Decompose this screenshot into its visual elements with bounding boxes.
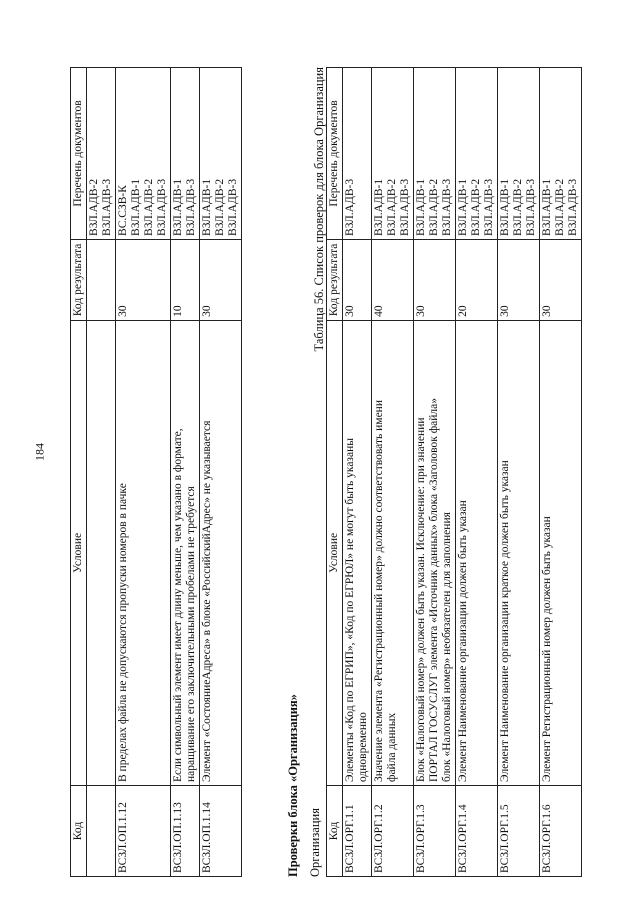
condition-line: ПОРТАЛ ГОСУСЛУГ элемента «Источник данных» блока «Заголовок файла» [428, 398, 440, 782]
header-documents: Перечень документов [71, 68, 87, 240]
condition-line: наращивание его заключительными пробелами не требуется [185, 486, 197, 782]
document-item: ВЗЛ.АДВ-2 [214, 178, 226, 236]
row-condition [414, 320, 456, 785]
document-item: ВЗЛ.АДВ-2 [554, 178, 566, 236]
row-code-text: ВСЗЛ.ОРГ.1.4 [457, 804, 469, 873]
condition-line: блок «Налоговый номер» необязателен для заполнения [441, 512, 453, 782]
table-header-row [71, 68, 87, 877]
row-result-text: 30 [499, 305, 511, 317]
header-condition: Условие [71, 320, 87, 785]
row-result-text: 30 [201, 305, 213, 317]
header-result-code: Код результата [71, 239, 87, 320]
row-result-code [171, 239, 200, 320]
table2-body [343, 68, 582, 877]
table1-body [87, 68, 242, 877]
row-code-text: ВСЗЛ.ОП.1.13 [172, 802, 184, 873]
row-code [343, 786, 372, 877]
row-documents [540, 68, 582, 240]
row-code [87, 786, 116, 877]
condition-line: Элементы «Код по ЕГРИП», «Код по ЕГРЮЛ» не могут быть указаны [344, 438, 356, 782]
row-documents [200, 68, 242, 240]
table-row [171, 68, 200, 877]
document-item: ВЗЛ.АДВ-1 [201, 178, 213, 236]
table-row [456, 68, 498, 877]
rotated-content [70, 67, 579, 877]
document-item: ВЗЛ.АДВ-1 [457, 178, 469, 236]
document-item: ВЗЛ.АДВ-3 [483, 178, 495, 236]
document-item: ВЗЛ.АДВ-2 [386, 178, 398, 236]
condition-line: Элемент Наименование организации краткое должен быть указан [499, 460, 511, 782]
row-result-code [456, 239, 498, 320]
header-code: Код [71, 786, 87, 877]
document-item: ВЗЛ.АДВ-3 [227, 178, 239, 236]
condition-line: одновременно [357, 712, 369, 782]
row-documents [372, 68, 414, 240]
document-item: ВЗЛ.АДВ-1 [172, 178, 184, 236]
row-result-code [414, 239, 456, 320]
document-item: ВЗЛ.АДВ-1 [499, 178, 511, 236]
document-item: ВЗЛ.АДВ-2 [88, 178, 100, 236]
row-condition [87, 320, 116, 785]
condition-line: Значение элемента «Регистрационный номер» должно соответствовать имени [373, 400, 385, 782]
table-row [116, 68, 171, 877]
row-result-code [116, 239, 171, 320]
document-item: ВЗЛ.АДВ-3 [441, 178, 453, 236]
row-documents [171, 68, 200, 240]
document-item: ВС.СЗВ-К [117, 185, 129, 236]
row-code [456, 786, 498, 877]
condition-line: файла данных [386, 712, 398, 782]
document-item: ВЗЛ.АДВ-3 [567, 178, 579, 236]
table-row [540, 68, 582, 877]
document-item: ВЗЛ.АДВ-3 [344, 178, 356, 236]
table1-wrapper [70, 67, 242, 877]
row-result-code [87, 239, 116, 320]
document-item: ВЗЛ.АДВ-2 [470, 178, 482, 236]
document-item: ВЗЛ.АДВ-2 [143, 178, 155, 236]
row-condition [200, 320, 242, 785]
header-code: Код [327, 786, 343, 877]
condition-line: Если символьный элемент имеет длину меньше, чем указано в формате, [172, 428, 184, 782]
row-documents [414, 68, 456, 240]
row-code [372, 786, 414, 877]
document-item: ВЗЛ.АДВ-3 [101, 178, 113, 236]
section-title: Проверки блока «Организация» [286, 694, 300, 877]
row-result-text: 40 [373, 305, 385, 317]
row-result-text: 20 [457, 305, 469, 317]
table-row [414, 68, 456, 877]
row-condition [343, 320, 372, 785]
row-code [116, 786, 171, 877]
document-item: ВЗЛ.АДВ-1 [415, 178, 427, 236]
row-documents [87, 68, 116, 240]
row-result-text: 30 [344, 305, 356, 317]
row-code [414, 786, 456, 877]
row-result-text: 30 [117, 305, 129, 317]
row-code [200, 786, 242, 877]
row-code [498, 786, 540, 877]
row-code-text: ВСЗЛ.ОРГ.1.1 [344, 804, 356, 873]
row-result-text: 30 [415, 305, 427, 317]
section-subtitle: Организация [308, 808, 322, 877]
row-condition [372, 320, 414, 785]
table-row [372, 68, 414, 877]
document-item: ВЗЛ.АДВ-3 [525, 178, 537, 236]
row-code-text: ВСЗЛ.ОРГ.1.6 [541, 804, 553, 873]
row-condition [116, 320, 171, 785]
table-row [87, 68, 116, 877]
row-condition [540, 320, 582, 785]
page-number: 184 [32, 443, 47, 461]
row-result-code [343, 239, 372, 320]
row-result-code [540, 239, 582, 320]
table-row [343, 68, 372, 877]
document-item: ВЗЛ.АДВ-3 [399, 178, 411, 236]
row-condition [498, 320, 540, 785]
row-result-code [372, 239, 414, 320]
table-row [200, 68, 242, 877]
row-code-text: ВСЗЛ.ОРГ.1.2 [373, 804, 385, 873]
row-documents [116, 68, 171, 240]
document-item: ВЗЛ.АДВ-2 [512, 178, 524, 236]
document-item: ВЗЛ.АДВ-2 [428, 178, 440, 236]
row-code [171, 786, 200, 877]
row-condition [171, 320, 200, 785]
row-code-text: ВСЗЛ.ОП.1.12 [117, 802, 129, 873]
row-documents [456, 68, 498, 240]
condition-line: В пределах файла не допускаются пропуски номеров в пачке [117, 483, 129, 782]
condition-line: Элемент Регистрационный номер должен быть указан [541, 516, 553, 782]
table2-wrapper [326, 67, 582, 877]
checks-table-2 [326, 67, 582, 877]
row-documents [498, 68, 540, 240]
row-condition [456, 320, 498, 785]
row-code-text: ВСЗЛ.ОРГ.1.3 [415, 804, 427, 873]
header-documents: Перечень документов [327, 68, 343, 240]
condition-line: Элемент Наименование организации должен быть указан [457, 500, 469, 782]
document-item: ВЗЛ.АДВ-1 [373, 178, 385, 236]
header-result-code: Код результата [327, 239, 343, 320]
header-condition: Условие [327, 320, 343, 785]
row-documents [343, 68, 372, 240]
row-code-text: ВСЗЛ.ОП.1.14 [201, 802, 213, 873]
row-result-code [498, 239, 540, 320]
table-row [498, 68, 540, 877]
document-item: ВЗЛ.АДВ-1 [541, 178, 553, 236]
row-result-code [200, 239, 242, 320]
condition-line: Элемент «СостояниеАдреса» в блоке «РоссийскийАдрес» не указывается [201, 420, 213, 782]
table-header-row [327, 68, 343, 877]
row-result-text: 10 [172, 305, 184, 317]
document-item: ВЗЛ.АДВ-3 [156, 178, 168, 236]
row-code [540, 786, 582, 877]
checks-table-1 [70, 67, 242, 877]
condition-line: Блок «Налоговый номер» должен быть указан. Исключение: при значении [415, 417, 427, 782]
table2-caption: Таблица 56. Список проверок для блока Организация [312, 67, 326, 352]
row-code-text: ВСЗЛ.ОРГ.1.5 [499, 804, 511, 873]
row-result-text: 30 [541, 305, 553, 317]
document-item: ВЗЛ.АДВ-3 [185, 178, 197, 236]
document-item: ВЗЛ.АДВ-1 [130, 178, 142, 236]
